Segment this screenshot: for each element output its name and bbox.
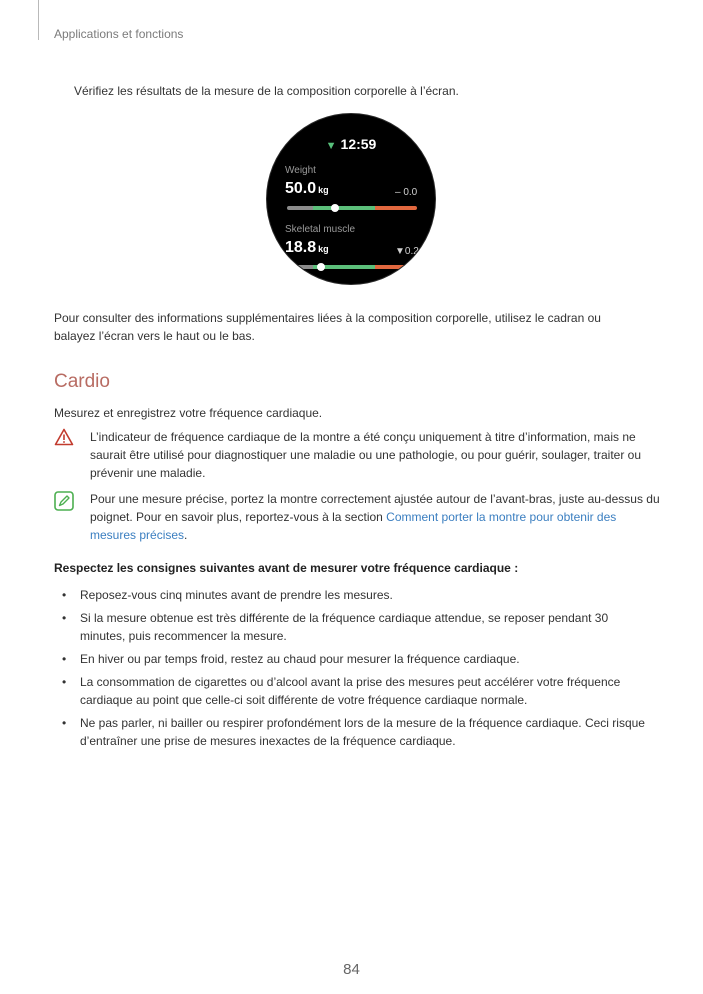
tip-icon [54,491,74,511]
weight-unit: kg [318,185,329,195]
body-composition-icon: ▼ [325,140,337,152]
section-header: Applications et fonctions [54,27,184,41]
muscle-unit: kg [318,244,329,254]
wearing-guide-link[interactable]: Comment porter la montre pour obtenir des mesures précises [90,510,617,542]
tip-text-end: . [184,528,188,542]
weight-range-bar [287,206,417,210]
margin-rule [38,0,39,40]
guidelines-heading: Respectez les consignes suivantes avant de mesurer votre fréquence cardiaque : [54,561,519,575]
weight-value [285,180,329,198]
body-composition-paragraph: Pour consulter des informations supplémentaires liées à la composition corporelle, utilisez le cadran ou balayez l’écran vers le haut ou le bas. [54,311,601,343]
muscle-label: Skeletal muscle [285,224,356,235]
tip-text: Pour une mesure précise, portez la montre correctement ajustée autour de l’avant-bras, juste au-dessus du poignet. Pour en savoir plus, reportez-vous à la section [90,492,660,524]
muscle-number: 18.8 [285,239,317,256]
list-item: • Ne pas parler, ni bailler ou respirer profondément lors de la mesure de la fréquence cardiaque. Ceci risque d’entraîner une prise de mesures inexactes de la fréquence cardiaque. [62,716,645,748]
watch-time-text: 12:59 [340,136,377,152]
weight-number: 50.0 [285,180,317,197]
cardio-heading: Cardio [54,371,110,392]
muscle-indicator [317,263,325,271]
weight-label: Weight [285,165,316,176]
list-item: • Reposez-vous cinq minutes avant de prendre les mesures. [62,588,393,602]
tip-note [90,490,665,544]
muscle-range-bar [287,265,417,269]
weight-indicator [331,204,339,212]
list-item: • Si la mesure obtenue est très différente de la fréquence cardiaque attendue, se reposer pendant 30 minutes, puis recommencer la mesure. [62,611,609,643]
cardio-description: Mesurez et enregistrez votre fréquence cardiaque. [54,406,323,420]
list-item: • La consommation de cigarettes ou d’alcool avant la prise des mesures peut accélérer votre fréquence cardiaque au point que celle-ci soit différente de votre fréquence cardiaque normale. [62,675,621,707]
weight-delta: – 0.0 [395,187,418,198]
muscle-delta: ▼0.2 [395,246,419,257]
warning-icon [54,428,74,446]
warning-note: L’indicateur de fréquence cardiaque de la montre a été conçu uniquement à titre d’information, mais ne saurait être utilisé pour diagnostiquer une maladie ou une pathologie, ou pour guérir, soulager, traiter ou prévenir une maladie. [90,430,642,480]
page-number: 84 [343,961,360,978]
watch-screen [267,114,435,284]
muscle-value [285,239,329,257]
guidelines-list [54,586,654,755]
intro-text: Vérifiez les résultats de la mesure de la composition corporelle à l’écran. [74,84,459,98]
list-item: • En hiver ou par temps froid, restez au chaud pour mesurer la fréquence cardiaque. [62,652,520,666]
watch-time [267,136,435,152]
